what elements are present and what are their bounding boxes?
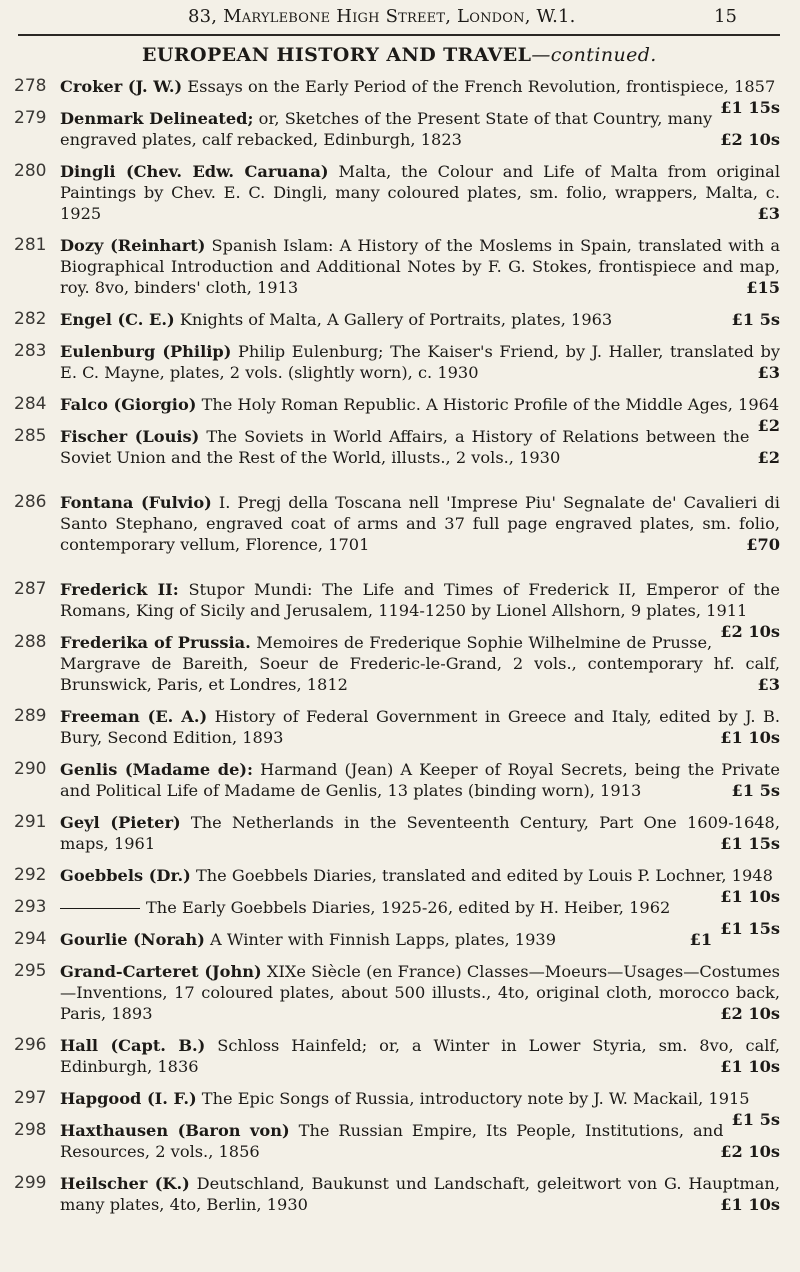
- catalogue-entry: [0, 341, 800, 383]
- lot-number: 279: [14, 108, 47, 128]
- entry-description: Harmand (Jean) A Keeper of Royal Secrets, being the Private and Political Life of Madame de Genlis, 13 plates (binding worn), 1913: [60, 760, 780, 800]
- entry-description: The Early Goebbels Diaries, 1925-26, edited by H. Heiber, 1962: [146, 898, 671, 917]
- entry-author: Goebbels (Dr.): [60, 866, 191, 885]
- lot-number: 280: [14, 161, 47, 181]
- entry-description: Stupor Mundi: The Life and Times of Frederick II, Emperor of the Romans, King of Sicily and Jerusalem, 1194-1250 by Lionel Allshorn, 9 plates, 1911: [60, 580, 780, 620]
- entry-author: Haxthausen (Baron von): [60, 1121, 290, 1140]
- catalogue-entry: [0, 161, 800, 224]
- entry-description: Memoires de Frederique Sophie Wilhelmine de Prusse, Margrave de Bareith, Soeur de Frederic-le-Grand, 2 vols., contemporary hf. calf, Brunswick, Paris, et Londres, 1812: [60, 633, 780, 694]
- entry-author: Hall (Capt. B.): [60, 1036, 206, 1055]
- catalogue-entry: [0, 426, 800, 468]
- lot-number: 282: [14, 309, 47, 329]
- catalogue-entry: [0, 632, 800, 695]
- catalogue-entry: [0, 897, 800, 938]
- catalogue-entry: [0, 1035, 800, 1077]
- entry-author: Freeman (E. A.): [60, 707, 208, 726]
- entry-price: £1 10s: [720, 887, 780, 906]
- lot-number: 289: [14, 706, 47, 726]
- catalogue-entry: [0, 706, 800, 748]
- entry-description: Malta, the Colour and Life of Malta from original Paintings by Chev. E. C. Dingli, many coloured plates, sm. folio, wrappers, Malta, c. 1925: [60, 162, 781, 223]
- entry-author: Gourlie (Norah): [60, 930, 205, 949]
- entry-description: History of Federal Government in Greece and Italy, edited by J. B. Bury, Second Edition, 1893: [60, 707, 781, 747]
- lot-number: 285: [14, 426, 47, 446]
- entry-price: £3: [757, 204, 780, 223]
- entry-price: £1 10s: [720, 1057, 780, 1076]
- catalogue-entry: [0, 235, 800, 298]
- entry-author: Grand-Carteret (John): [60, 962, 262, 981]
- entry-price: £2 10s: [720, 1142, 780, 1161]
- catalogue-entry: [0, 309, 800, 330]
- entry-price: £15: [746, 278, 780, 297]
- entry-description: I. Pregj della Toscana nell 'Imprese Piu' Segnalate de' Cavalieri di Santo Stephano, engraved coat of arms and 37 full page engraved plates, sm. folio, contemporary vellum, Florence, 1701: [60, 493, 780, 554]
- page-number: 15: [714, 6, 737, 27]
- header-rule: [18, 34, 780, 36]
- lot-number: 292: [14, 865, 47, 885]
- entry-description: or, Sketches of the Present State of that Country, many engraved plates, calf rebacked, Edinburgh, 1823: [60, 109, 713, 149]
- lot-number: 284: [14, 394, 47, 414]
- entry-author: Dozy (Reinhart): [60, 236, 206, 255]
- lot-number: 297: [14, 1088, 47, 1108]
- catalogue-entry: [0, 1120, 800, 1162]
- catalogue-entry: [0, 759, 800, 801]
- catalogue-entries: [0, 76, 800, 1226]
- catalogue-entry: [0, 492, 800, 555]
- lot-number: 298: [14, 1120, 47, 1140]
- entry-price: £1 5s: [731, 310, 780, 329]
- lot-number: 286: [14, 492, 47, 512]
- entry-author: Croker (J. W.): [60, 77, 183, 96]
- entry-author: Eulenburg (Philip): [60, 342, 232, 361]
- entry-price: £2 10s: [720, 130, 780, 149]
- entry-author: Falco (Giorgio): [60, 395, 197, 414]
- entry-author: Geyl (Pieter): [60, 813, 181, 832]
- entry-price: £2: [757, 416, 780, 435]
- catalogue-entry: [0, 579, 800, 641]
- catalogue-entry: [0, 394, 800, 435]
- catalogue-entry: [0, 1088, 800, 1129]
- entry-author: Frederika of Prussia.: [60, 633, 251, 652]
- entry-price: £2: [757, 448, 780, 467]
- entry-price: £1 15s: [720, 98, 780, 117]
- lot-number: 290: [14, 759, 47, 779]
- entry-price: £2 10s: [720, 622, 780, 641]
- lot-number: 296: [14, 1035, 47, 1055]
- shop-address: 83, Marylebone High Street, London, W.1.: [188, 6, 576, 27]
- entry-price: £1 10s: [720, 1195, 780, 1214]
- entry-price: £1 15s: [720, 834, 780, 853]
- entry-description: Knights of Malta, A Gallery of Portraits, plates, 1963: [179, 310, 613, 329]
- entry-author: Heilscher (K.): [60, 1174, 190, 1193]
- lot-number: 283: [14, 341, 47, 361]
- entry-price: £1 5s: [731, 1110, 780, 1129]
- entry-price: £1 15s: [720, 919, 780, 938]
- lot-number: 281: [14, 235, 47, 255]
- entry-description: A Winter with Finnish Lapps, plates, 1939: [210, 930, 556, 949]
- entry-price: £1: [689, 930, 713, 949]
- entry-author: Fontana (Fulvio): [60, 493, 212, 512]
- entry-author: Frederick II:: [60, 580, 179, 599]
- entry-author: Dingli (Chev. Edw. Caruana): [60, 162, 329, 181]
- ditto-dash: [60, 908, 140, 909]
- lot-number: 293: [14, 897, 47, 917]
- entry-author: Engel (C. E.): [60, 310, 175, 329]
- entry-price: £3: [757, 675, 780, 694]
- entry-author: Fischer (Louis): [60, 427, 200, 446]
- lot-number: 288: [14, 632, 47, 652]
- entry-price: £2 10s: [720, 1004, 780, 1023]
- catalogue-entry: [0, 1173, 800, 1215]
- lot-number: 294: [14, 929, 47, 949]
- entry-description: Philip Eulenburg; The Kaiser's Friend, by J. Haller, translated by E. C. Mayne, plates, 2 vols. (slightly worn), c. 1930: [60, 342, 781, 382]
- entry-author: Genlis (Madame de):: [60, 760, 254, 779]
- entry-description: Schloss Hainfeld; or, a Winter in Lower Styria, sm. 8vo, calf, Edinburgh, 1836: [60, 1036, 780, 1076]
- lot-number: 287: [14, 579, 47, 599]
- entry-description: The Goebbels Diaries, translated and edited by Louis P. Lochner, 1948: [195, 866, 773, 885]
- section-title: [142, 44, 657, 66]
- entry-price: £3: [757, 363, 780, 382]
- section-continued: —continued.: [531, 44, 657, 66]
- entry-description: The Netherlands in the Seventeenth Century, Part One 1609-1648, maps, 1961: [60, 813, 781, 853]
- entry-description: XIXe Siècle (en France) Classes—Moeurs—Usages—Costumes—Inventions, 17 coloured plates, about 500 illusts., 4to, original cloth, morocco back, Paris, 1893: [60, 962, 780, 1023]
- entry-description: The Holy Roman Republic. A Historic Profile of the Middle Ages, 1964: [201, 395, 780, 414]
- catalogue-entry: [0, 76, 800, 117]
- catalogue-entry: [0, 108, 800, 150]
- entry-description: Spanish Islam: A History of the Moslems in Spain, translated with a Biographical Introduction and Additional Notes by F. G. Stokes, frontispiece and map, roy. 8vo, binders' cloth, 1913: [60, 236, 780, 297]
- entry-description: The Soviets in World Affairs, a History of Relations between the Soviet Union and the Rest of the World, illusts., 2 vols., 1930: [60, 427, 750, 467]
- lot-number: 291: [14, 812, 47, 832]
- entry-description: The Epic Songs of Russia, introductory note by J. W. Mackail, 1915: [201, 1089, 750, 1108]
- section-title-text: EUROPEAN HISTORY AND TRAVEL: [142, 44, 532, 66]
- lot-number: 295: [14, 961, 47, 981]
- entry-price: £70: [746, 535, 780, 554]
- catalogue-entry: [0, 929, 800, 950]
- entry-author: Denmark Delineated;: [60, 109, 254, 128]
- entry-price: £1 10s: [720, 728, 780, 747]
- catalogue-entry: [0, 961, 800, 1024]
- entry-description: Deutschland, Baukunst und Landschaft, geleitwort von G. Hauptman, many plates, 4to, Berlin, 1930: [60, 1174, 780, 1214]
- entry-description: The Russian Empire, Its People, Institutions, and Resources, 2 vols., 1856: [60, 1121, 724, 1161]
- entry-price: £1 5s: [731, 781, 780, 800]
- entry-author: Hapgood (I. F.): [60, 1089, 197, 1108]
- lot-number: 299: [14, 1173, 47, 1193]
- catalogue-entry: [0, 812, 800, 854]
- catalogue-entry: [0, 865, 800, 906]
- entry-description: Essays on the Early Period of the French Revolution, frontispiece, 1857: [187, 77, 776, 96]
- lot-number: 278: [14, 76, 47, 96]
